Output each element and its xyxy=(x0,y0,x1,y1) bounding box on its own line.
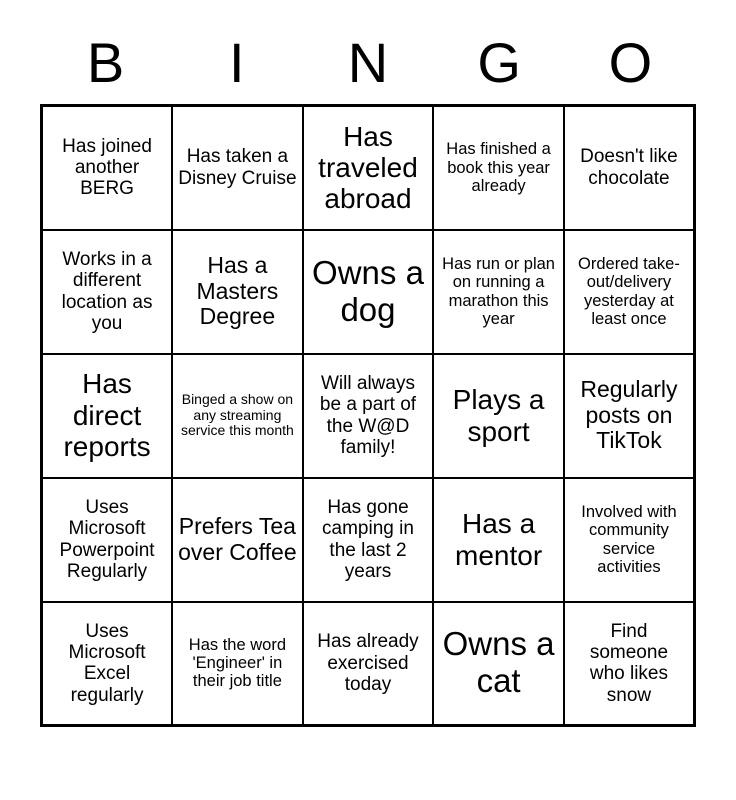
bingo-cell-text: Works in a different location as you xyxy=(61,248,153,334)
bingo-cell[interactable] xyxy=(433,354,564,478)
bingo-cell-text: Prefers Tea over Coffee xyxy=(178,512,297,565)
bingo-cell-text: Regularly posts on TikTok xyxy=(580,375,678,454)
bingo-cell[interactable] xyxy=(433,478,564,602)
bingo-cell-text: Binged a show on any streaming service this month xyxy=(180,390,294,439)
bingo-cell-text: Has a Masters Degree xyxy=(196,251,279,330)
bingo-cell[interactable] xyxy=(564,230,695,354)
header-letter-o: O xyxy=(608,31,653,94)
bingo-cell[interactable] xyxy=(42,354,173,478)
header-letter-i: I xyxy=(229,31,245,94)
bingo-cell-text: Find someone who likes snow xyxy=(589,620,669,706)
bingo-cell-text: Has finished a book this year already xyxy=(446,140,551,195)
bingo-cell[interactable] xyxy=(564,478,695,602)
bingo-cell-text: Has run or plan on running a marathon this year xyxy=(442,254,555,328)
bingo-cell[interactable] xyxy=(303,230,434,354)
bingo-cell-text: Owns a dog xyxy=(312,253,424,328)
bingo-cell-text: Ordered take-out/delivery yesterday at least once xyxy=(578,254,680,328)
bingo-cell[interactable] xyxy=(303,106,434,230)
bingo-cell[interactable] xyxy=(172,106,303,230)
bingo-cell-text: Has already exercised today xyxy=(317,631,419,695)
bingo-cell[interactable] xyxy=(303,354,434,478)
bingo-cell-text: Has a mentor xyxy=(455,508,543,571)
bingo-cell[interactable] xyxy=(42,478,173,602)
bingo-cell[interactable] xyxy=(303,602,434,726)
header-letter-n: N xyxy=(347,31,389,94)
bingo-cell[interactable] xyxy=(433,230,564,354)
bingo-row xyxy=(42,354,695,478)
header-letter-b: B xyxy=(86,31,125,94)
bingo-cell-text: Has gone camping in the last 2 years xyxy=(322,496,414,582)
bingo-cell-text: Doesn't like chocolate xyxy=(580,146,678,189)
bingo-cell[interactable] xyxy=(433,106,564,230)
bingo-cell[interactable] xyxy=(172,354,303,478)
bingo-cell-text: Involved with community service activities xyxy=(581,502,677,576)
bingo-cell-text: Owns a cat xyxy=(442,625,555,700)
bingo-cell-text: Has traveled abroad xyxy=(318,120,418,215)
bingo-row xyxy=(42,106,695,230)
bingo-cell[interactable] xyxy=(42,602,173,726)
bingo-cell[interactable] xyxy=(564,106,695,230)
bingo-cell[interactable] xyxy=(564,602,695,726)
bingo-cell[interactable] xyxy=(42,106,173,230)
bingo-row xyxy=(42,230,695,354)
bingo-cell-text: Has direct reports xyxy=(63,368,151,463)
bingo-cell-text: Plays a sport xyxy=(452,384,545,447)
bingo-cell-text: Has joined another BERG xyxy=(62,135,152,200)
bingo-cell[interactable] xyxy=(172,478,303,602)
bingo-cell-text: Uses Microsoft Powerpoint Regularly xyxy=(59,496,155,582)
bingo-cell[interactable] xyxy=(172,230,303,354)
bingo-grid xyxy=(40,104,696,727)
bingo-cell[interactable] xyxy=(172,602,303,726)
bingo-cell-text: Has the word 'Engineer' in their job title xyxy=(188,635,286,691)
bingo-cell[interactable] xyxy=(564,354,695,478)
bingo-cell-text: Uses Microsoft Excel regularly xyxy=(68,620,146,706)
bingo-cell-text: Will always be a part of the W@D family! xyxy=(319,372,417,458)
bingo-cell[interactable] xyxy=(42,230,173,354)
bingo-cell[interactable] xyxy=(433,602,564,726)
bingo-row xyxy=(42,602,695,726)
bingo-cell[interactable] xyxy=(303,478,434,602)
header-letter-g: G xyxy=(477,31,521,94)
bingo-header xyxy=(40,0,696,96)
bingo-cell-text: Has taken a Disney Cruise xyxy=(178,146,297,189)
bingo-row xyxy=(42,478,695,602)
